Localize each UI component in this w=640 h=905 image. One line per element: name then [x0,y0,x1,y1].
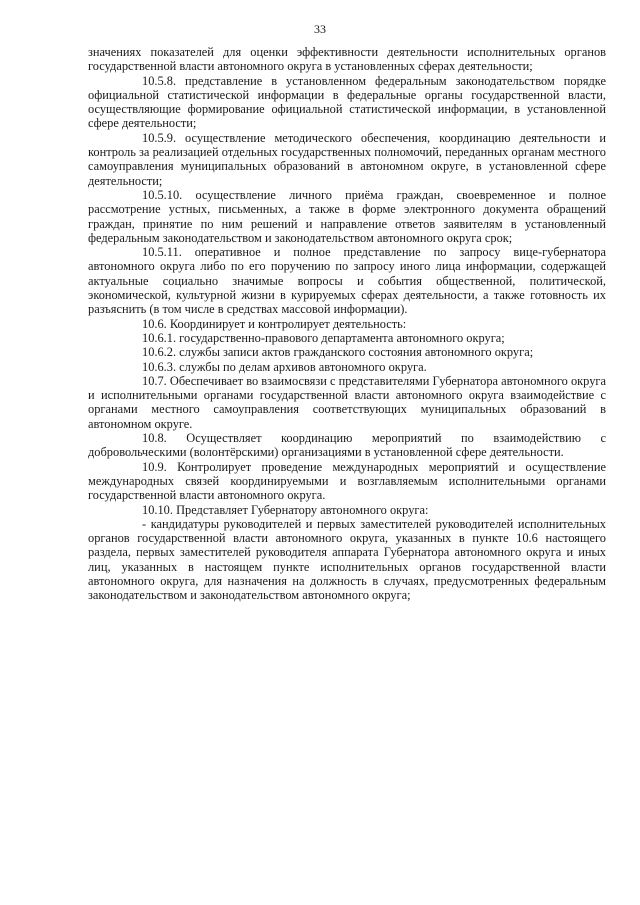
paragraph: 10.6.1. государственно-правового департамента автономного округа; [142,330,505,345]
paragraph: 10.5.11. оперативное и полное представление по запросу вице-губернатора автономного округа либо по его поручению по запросу иного лица информации, содержащей актуальные социально значимые вопросы и события общественной, политической, экономической, культурной жизни в курируемых сферах деятельности, а также готовность их разъяснить (в том числе в средствах массовой информации). [88,245,606,317]
page-number: 33 [314,22,326,36]
paragraph: 10.10. Представляет Губернатору автономного округа: [142,502,429,517]
paragraph: 10.6.2. службы записи актов гражданского состояния автономного округа; [142,345,534,360]
paragraph: 10.5.9. осуществление методического обеспечения, координацию деятельности и контроль за реализацией отдельных государственных полномочий, переданных органам местного самоуправления муниципальных образований в автономном округе, в установленной сфере деятельности; [88,130,606,188]
paragraph: 10.6.3. службы по делам архивов автономного округа. [142,359,427,374]
paragraph: значениях показателей для оценки эффективности деятельности исполнительных органов государственной власти автономного округа в установленных сферах деятельности; [88,45,606,74]
paragraph: 10.6. Координирует и контролирует деятельность: [142,316,407,331]
paragraph: 10.5.10. осуществление личного приёма граждан, своевременное и полное рассмотрение устных, письменных, а также в форме электронного документа обращений граждан, принятие по ним решений и направление ответов заявителям в установленный федеральным законодательством и законодательством автономного округа срок; [88,187,606,245]
paragraph: 10.7. Обеспечивает во взаимосвязи с представителями Губернатора автономного округа и исполнительными органами государственной власти автономного округа взаимодействие с органами местного самоуправления соответствующих муниципальных образований в автономном округе. [88,373,606,431]
paragraph: 10.9. Контролирует проведение международных мероприятий и осуществление международных связей координируемыми и возглавляемым исполнительными органами государственной власти автономного округа. [88,459,606,503]
paragraph: 10.5.8. представление в установленном федеральным законодательством порядке официальной статистической информации в федеральные органы государственной власти, осуществляющие формирование официальной статистической информации, в установленной сфере деятельности; [88,73,606,131]
paragraph: - кандидатуры руководителей и первых заместителей руководителей исполнительных органов государственной власти автономного округа, указанных в пункте 10.6 настоящего раздела, первых заместителей руководителя аппарата Губернатора автономного округа и иных лиц, указанных в настоящем пункте исполнительных органов государственной власти автономного округа, для назначения на должность в случаях, предусмотренных федеральным законодательством и законодательством автономного округа; [88,516,606,603]
document-body [88,45,606,603]
paragraph: 10.8. Осуществляет координацию мероприятий по взаимодействию с добровольческими (волонтёрскими) организациями в установленной сфере деятельности. [88,431,606,460]
